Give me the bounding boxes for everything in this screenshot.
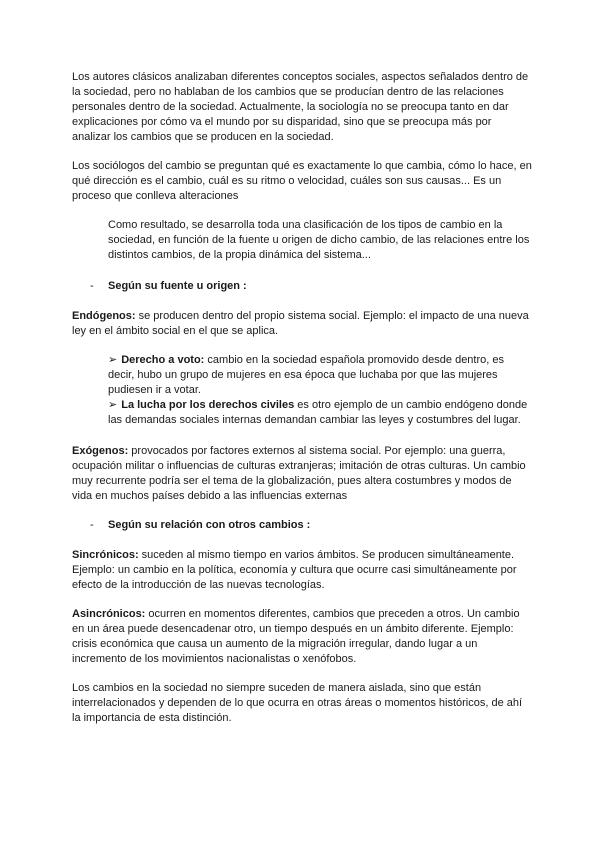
conclusion-paragraph: Los cambios en la sociedad no siempre suceden de manera aislada, sino que están interrelacionados y dependen de lo que ocurra en otras áreas o momentos históricos, de ahí la importancia de esta distinción. (72, 682, 523, 724)
sociologists-paragraph: Los sociólogos del cambio se preguntan qué es exactamente lo que cambia, cómo lo hace, en qué dirección es el cambio, cuál es su ritmo o velocidad, cuáles son sus causas... Es un proceso que conlleva alteraciones (72, 160, 532, 202)
section-heading-origin (90, 279, 532, 294)
bullet-dash: - (90, 519, 94, 531)
asincronicos-text: ocurren en momentos diferentes, cambios que preceden a otros. Un cambio en un área puede desencadenar otro, un tiempo después en un ámbito diferente. Ejemplo: crisis económica que causa un aumento de la migración irregular, dando lugar a un incremento de los movimientos nacionalistas o xenófobos. (72, 608, 520, 665)
example-derechos-civiles-term: La lucha por los derechos civiles (121, 399, 295, 411)
arrow-bullet-icon: ➢ (108, 354, 118, 366)
intro-paragraph: Los autores clásicos analizaban diferentes conceptos sociales, aspectos señalados dentro de la sociedad, pero no hablaban de los cambios que se producían dentro de las relaciones personales dentro de la sociedad. Actualmente, la sociología no se preocupa tanto en dar explicaciones por cómo va el mundo por su disparidad, sino que se preocupa más por analizar los cambios que se producen en la sociedad. (72, 71, 529, 143)
exogenos-paragraph (72, 444, 532, 504)
arrow-bullet-icon: ➢ (108, 399, 118, 411)
asincronicos-paragraph (72, 607, 532, 667)
asincronicos-term: Asincrónicos: (72, 608, 146, 620)
example-derechos-civiles (108, 398, 532, 428)
sincronicos-paragraph (72, 548, 532, 593)
section-heading-origin-text: Según su fuente u origen : (108, 280, 247, 292)
classification-paragraph: Como resultado, se desarrolla toda una clasificación de los tipos de cambio en la sociedad, en función de la fuente u origen de dicho cambio, de las relaciones entre los distintos cambios, de la propia dinámica del sistema... (108, 219, 530, 261)
exogenos-term: Exógenos: (72, 445, 129, 457)
document-page (72, 70, 532, 740)
section-heading-relation-text: Según su relación con otros cambios : (108, 519, 311, 531)
example-derechos-civiles-text: es otro ejemplo de un cambio endógeno donde las demandas sociales internas demandan cambiar las leyes y costumbres del lugar. (108, 399, 528, 426)
bullet-dash: - (90, 280, 94, 292)
endogenos-term: Endógenos: (72, 310, 136, 322)
examples-block (108, 353, 532, 428)
sincronicos-term: Sincrónicos: (72, 549, 139, 561)
sincronicos-text: suceden al mismo tiempo en varios ámbitos. Se producen simultáneamente. Ejemplo: un cambio en la política, economía y cultura que ocurre casi simultáneamente por efecto de la introducción de las nuevas tecnologías. (72, 549, 517, 591)
endogenos-text: se producen dentro del propio sistema social. Ejemplo: el impacto de una nueva ley en el ámbito social en el que se aplica. (72, 310, 529, 337)
exogenos-text: provocados por factores externos al sistema social. Por ejemplo: una guerra, ocupación militar o influencias de culturas extranjeras; imitación de otras culturas. Un cambio muy recurrente podría ser el tema de la globalización, pues altera costumbres y modos de vida en muchos países debido a las influencias externas (72, 445, 526, 502)
example-derecho-voto-term: Derecho a voto: (121, 354, 205, 366)
example-derecho-voto-text: cambio en la sociedad española promovido desde dentro, es decir, hubo un grupo de mujeres en esa época que luchaba por que las mujeres pudiesen ir a votar. (108, 354, 504, 396)
example-derecho-voto (108, 353, 532, 398)
section-heading-relation (90, 518, 532, 533)
endogenos-paragraph (72, 309, 532, 339)
